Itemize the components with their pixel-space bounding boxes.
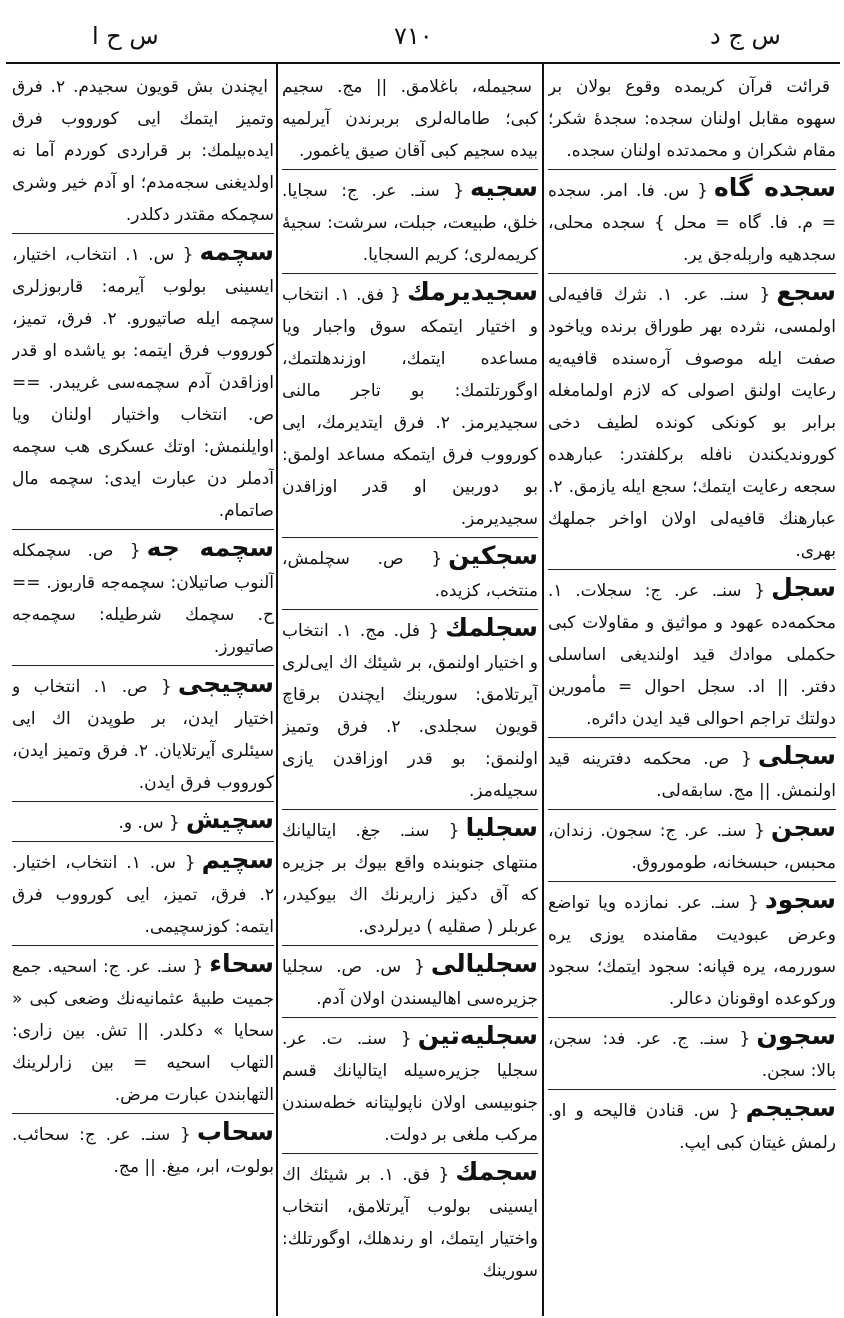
entry-headword: سجلیه‌تین [417,1021,538,1050]
entry-definition: { سنـ. عر. ج: سجون. زندان، محبس، حبسخانه، طوموروق. [548,821,836,873]
header-right-guide-word: س ج د [710,22,781,50]
entry-headword: سجیه [470,173,538,202]
dictionary-entry [12,665,274,799]
entry-definition: { سنـ. عر. نمازده ویا تواضع وعرض عبودیت مقامنده یوزی یره سوررمه، یره قپانه: سجود ایتمك؛ سجود وركوعده اوقونان دعالر. [548,893,836,1009]
dictionary-entry [282,68,538,167]
dictionary-entry [548,881,836,1015]
dictionary-entry [548,809,836,879]
dictionary-entry [548,1017,836,1087]
dictionary-entry [282,609,538,807]
dictionary-entry [12,233,274,527]
header-rule [6,62,840,64]
entry-definition: { فق. ١. انتخاب و اختیار ایتمكه سوق واجبار ویا مساعده ایتمك، اوزندهلتمك، اوگورتلتمك: بو تاجر مالنی سجیدیرمز. ٢. فرق ایتدیرمك، ایی كورووب فرق ایتمكه مساعد اولمق: بو دوربین او قدر اوزاقدن سجیدیرمز. [282,285,538,529]
entry-definition: { ص. سچلمش، منتخب، كزیده. [282,549,538,601]
entry-headword: سحاء [209,949,274,978]
column-divider-right [542,62,544,1316]
column-left [12,68,274,1312]
column-right [548,68,836,1312]
entry-headword: سچمه [199,237,274,266]
entry-headword: سجل [771,573,836,602]
entry-definition: { سنـ. عر. ١. نثرك قافیه‌لی اولمسی، نثرده بهر طوراق برنده ویاخود صفت ایله موصوف آره‌سنده قافیه‌یه رعایت اولنق اصولی که لازم اولمامغله برابر بو كونكی كونده لطیف دخی كوروندیكندن نافله بركلفتدر: عبارهده سجعه رعایت ایتمك؛ سجع ایله یازمق. ٢. عبارهنك قافیه‌لی اولان اواخر جملهك بهری. [548,285,836,561]
entry-definition: { ص. سچمكله آلنوب صاتیلان: سچمه‌جه قاربوز. == ح. سچمك شرطیله: سچمه‌جه صاتیورز. [12,541,274,657]
dictionary-entry [282,537,538,607]
column-middle [282,68,538,1312]
entry-definition: { س. و. [118,813,180,833]
entry-headword: سجلی [757,741,836,770]
entry-definition: { س. ١. انتخاب، اختیار. ٢. فرق، تمیز، ایی كورووب فرق ایتمه: كوزسچیمی. [12,853,274,937]
entry-definition: { فق. ١. بر شیئك اك ایسینی بولوب آیرتلامق، انتخاب واختیار ایتمك، او رندهلك، اوگورتلك: سورینك [282,1165,538,1281]
entry-definition: { سنـ. جغ. ایتالیانك منتهای جنوبنده واقع بیوك بر جزیره كه آق دكیز زاریرنك اك بیوكیدر، عربلر ( صقلیه ) دیرلردی. [282,821,538,937]
entry-headword: سچیم [201,845,274,874]
dictionary-entry [282,273,538,535]
dictionary-entry [12,801,274,839]
page-number: ٧١٠ [394,22,433,50]
dictionary-entry [12,945,274,1111]
entry-headword: سجن [770,813,836,842]
entry-definition: قرائت قرآن كريمده وقوع بولان بر سهوه مقابل اولنان سجده: سجدهٔ شكر؛ مقام شكران و محمدتده اولنان سجده. [548,77,836,161]
entry-headword: سچمه جه [146,533,274,562]
entry-definition: { س. ص. سجلیا جزیره‌سی اهالیسندن اولان آدم. [282,957,538,1009]
dictionary-entry [548,273,836,567]
entry-headword: سجلیالی [430,949,538,978]
dictionary-entry [12,68,274,231]
entry-headword: سچیش [185,805,274,834]
entry-headword: سجلمك [445,613,538,642]
dictionary-entry [282,809,538,943]
entry-definition: { سنـ. عر. ج: سحائب. بولوت، ابر، میغ. || مج. [12,1125,274,1177]
entry-headword: سجیجم [745,1093,836,1122]
dictionary-entry [282,1153,538,1287]
dictionary-entry [282,1017,538,1151]
dictionary-entry [548,737,836,807]
entry-definition: { سنـ. عر. ج: سجایا. خلق، طبیعت، جبلت، سرشت: سجیهٔ كریمه‌لری؛ كریم السجایا. [282,181,538,265]
entry-definition: { ص. محكمه دفترینه قید اولنمش. || مج. سابقه‌لی. [548,749,836,801]
entry-definition: سجیمله، باغلامق. || مج. سجیم كبی؛ طاماله‌لری بربرندن آیرلمیه‌ بیده سجیم كبی آقان صیق یاغمور. [282,77,538,161]
entry-definition: { سنـ. ج. عر. فد: سجن، بالا: سجن. [548,1029,836,1081]
header-left-guide-word: س ح ا [92,22,159,50]
entry-definition: { سنـ. عر. ج: سجلات. ١. محكمه‌ده عهود و مواثیق و مقاولات كبی حكملی موادك قید اولندیغی اساسلی دفتر. || اد. سجل احوال = مأمورین دولتك تراجم احوالی قید ایدن دائره. [548,581,836,729]
entry-headword: سجون [756,1021,836,1050]
dictionary-entry [548,1089,836,1159]
dictionary-entry [12,841,274,943]
dictionary-entry [12,529,274,663]
entry-headword: سجمك [455,1157,538,1186]
entry-headword: سجده گاه [714,173,836,202]
dictionary-entry [282,169,538,271]
dictionary-entry [282,945,538,1015]
entry-definition: { س. فا. امر. سجده = م. فا. گاه = محل } سجده محلی، سجدهیه وارېله‌جق یر. [548,181,836,265]
dictionary-entry [548,569,836,735]
entry-definition: ایچندن بش قویون سجیدم. ٢. فرق وتمیز ایتمك ایی كورووب فرق ایده‌بیلمك: بر قراردی كوردم آما نه اولدیغنی سجه‌مدم؛ او آدم خیر وشری سچمكه مقتدر دكلدر. [12,77,274,225]
entry-headword: سجع [776,277,836,306]
entry-headword: سجیدیرمك [407,277,538,306]
entry-headword: سجود [764,885,836,914]
dictionary-entry [548,68,836,167]
dictionary-entry [548,169,836,271]
entry-definition: { س. ١. انتخاب، اختیار، ایسینی بولوب آیرمه: قاربوزلری سچمه ایله صاتیورو. ٢. فرق، تمیز، كورووب فرق ایتمه: بو یاشده او قدر اوزاقدن آدم سچمه‌سی غریبدر. == ص. انتخاب واختیار اولنان ویا اوایلنمش: اوتك عسكری هب سچمه آدملر دن عبارت ایدی: سچمه مال صاتمام. [12,245,274,521]
entry-definition: { فل. مج. ١. انتخاب و اختیار اولنمق، بر شیئك اك ایی‌لری آیرتلامق: سورینك ایچندن برقاچ قویون سجلدی. ٢. فرق وتمیز اولنمق: بو قدر اوزاقدن یازی سجیله‌مز. [282,621,538,801]
entry-definition: { س. قنادن قالیحه و او. رلمش غیتان كبی ایپ. [548,1101,836,1153]
dictionary-entry [12,1113,274,1183]
entry-headword: سجكین [448,541,538,570]
entry-definition: { سنـ. عر. ج: اسحیه. جمع جمیت طبیهٔ عثمانیه‌نك وضعی كبی « سحایا » دكلدر. || تش. بین زاری: التهاب اسحیه = بین زارلرینك التهابندن عبارت مرض. [12,957,274,1105]
entry-headword: سحاب [196,1117,274,1146]
entry-headword: سجلیا [465,813,538,842]
entry-definition: { ص. ١. انتخاب و اختیار ایدن، بر طوپدن اك ایی سیئلری آیرتلایان. ٢. فرق وتمیز ایدن، كورووب فرق ایدن. [12,677,274,793]
entry-headword: سچیجی [177,669,274,698]
entry-definition: { سنـ. ت. عر. سجلیا جزیره‌سیله ایتالیانك قسم جنوبیسی اولان ناپولیتانه خطه‌سندن مركب ملغی بر دولت. [282,1029,538,1145]
column-divider-left [276,62,278,1316]
